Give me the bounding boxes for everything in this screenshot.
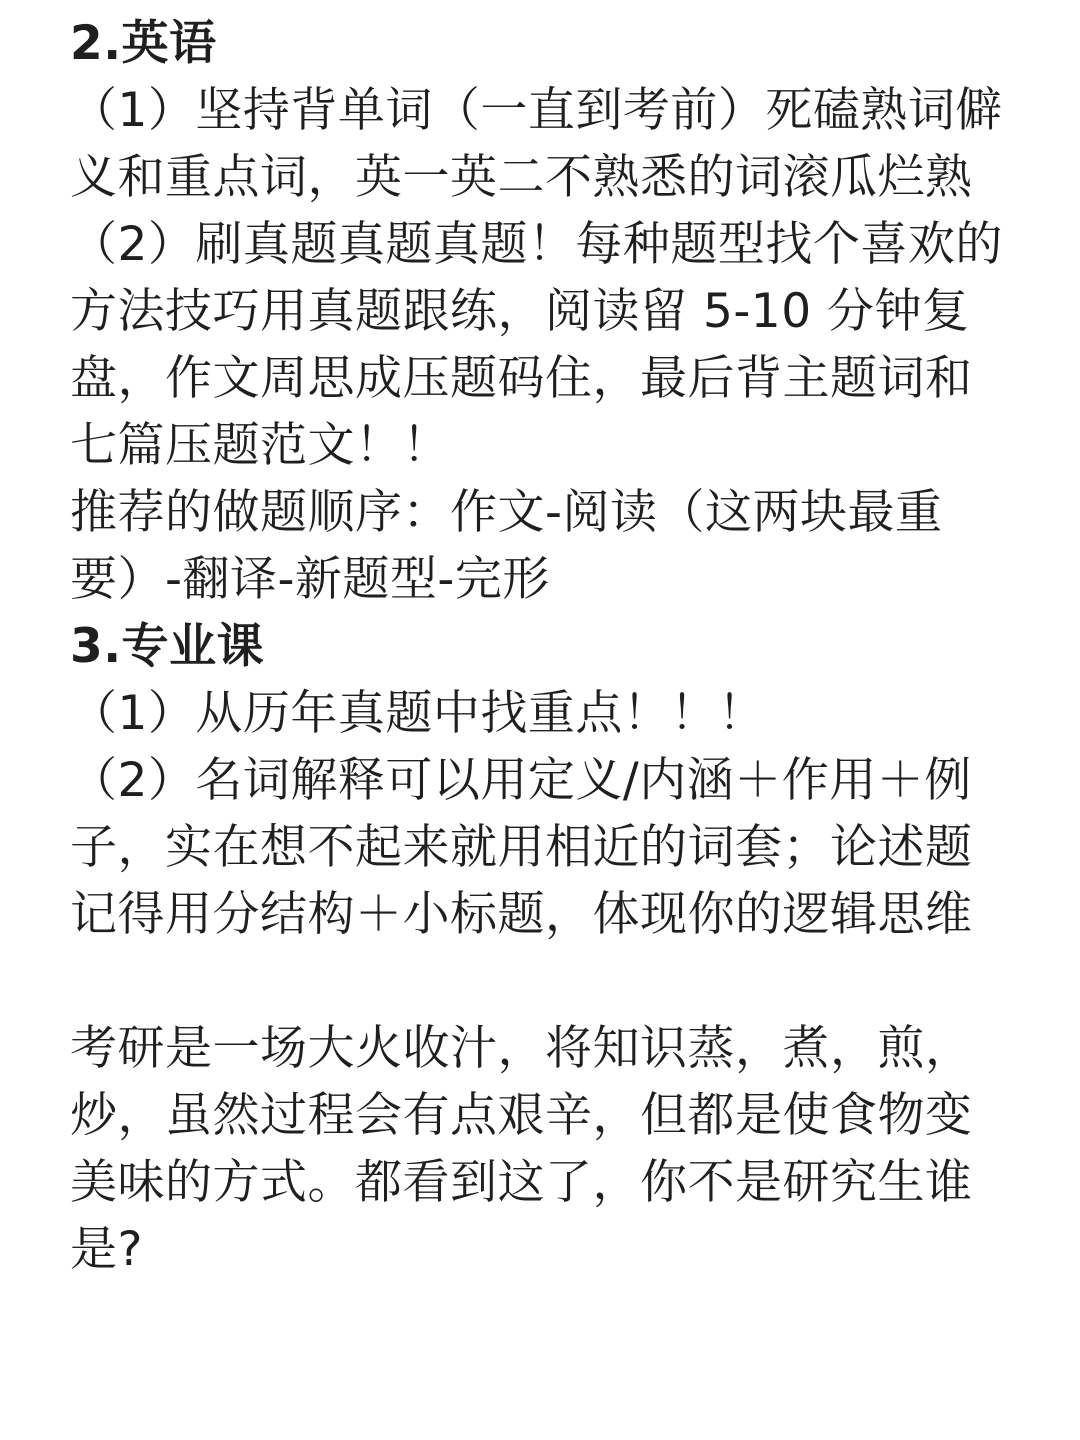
english-line-4: 方法技巧用真题跟练，阅读留 5-10 分钟复 [70, 284, 970, 339]
closing-line-1: 考研是一场大火收汁，将知识蒸，煮，煎， [70, 1021, 973, 1076]
paragraph-spacer [70, 948, 1020, 1015]
english-line-8: 要）-翻译-新题型-完形 [70, 552, 550, 607]
major-line-1: （1）从历年真题中找重点！！！ [70, 686, 766, 741]
major-line-2: （2）名词解释可以用定义/内涵＋作用＋例 [70, 753, 972, 808]
english-line-7: 推荐的做题顺序：作文-阅读（这两块最重 [70, 485, 943, 540]
major-line-3: 子，实在想不起来就用相近的词套；论述题 [70, 820, 973, 875]
english-line-5: 盘，作文周思成压题码住，最后背主题词和 [70, 351, 973, 406]
closing-line-3: 美味的方式。都看到这了，你不是研究生谁 [70, 1155, 973, 1210]
english-line-1: （1）坚持背单词（一直到考前）死磕熟词僻 [70, 83, 1003, 138]
english-line-3: （2）刷真题真题真题！每种题型找个喜欢的 [70, 217, 1003, 272]
major-line-4: 记得用分结构＋小标题，体现你的逻辑思维 [70, 887, 973, 942]
article-body [70, 10, 1020, 1283]
section-heading-english: 2.英语 [70, 16, 217, 71]
english-line-2: 义和重点词，英一英二不熟悉的词滚瓜烂熟 [70, 150, 973, 205]
closing-line-4: 是? [70, 1222, 143, 1277]
section-heading-major: 3.专业课 [70, 619, 265, 674]
english-line-6: 七篇压题范文！！ [70, 418, 450, 473]
closing-line-2: 炒，虽然过程会有点艰辛，但都是使食物变 [70, 1088, 973, 1143]
